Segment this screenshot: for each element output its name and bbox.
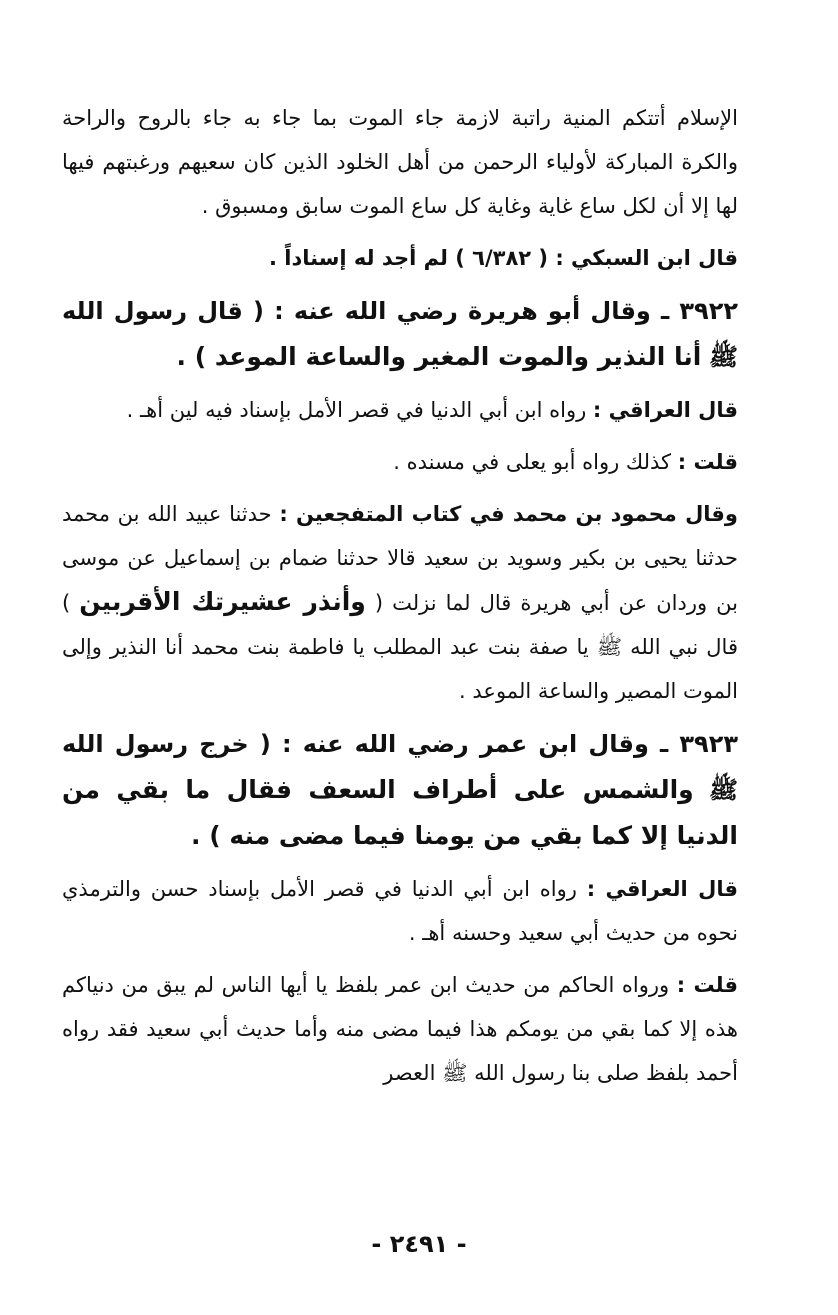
mahmoud-text-2: ) قال نبي الله ﷺ يا صفة بنت عبد المطلب يا فاطمة بنت محمد أنا النذير وإلى الموت المصير والساعة الموعد . xyxy=(62,591,738,703)
paragraph-iraqi-2 xyxy=(62,867,738,955)
iraqi-text-2: رواه ابن أبي الدنيا في قصر الأمل بإسناد حسن والترمذي نحوه من حديث أبي سعيد وحسنه أهـ . xyxy=(62,877,738,945)
hadith-3922-lead: ٣٩٢٢ ـ وقال أبو هريرة رضي الله عنه : ( قال رسول الله ﷺ xyxy=(62,297,738,371)
iraqi-text-1: رواه ابن أبي الدنيا في قصر الأمل بإسناد فيه لين أهـ . xyxy=(126,398,587,422)
page-number: - ٢٤٩١ - xyxy=(371,1230,467,1258)
hadith-3923-lead: ٣٩٢٣ ـ وقال ابن عمر رضي الله عنه : ( خرج رسول الله ﷺ xyxy=(62,730,738,804)
qult-label-1: قلت : xyxy=(677,450,738,474)
iraqi-label-1: قال العراقي : xyxy=(592,398,738,422)
iraqi-label-2: قال العراقي : xyxy=(586,877,738,901)
paragraph-intro: الإسلام أتتكم المنية راتبة لازمة جاء الموت بما جاء به جاء بالروح والراحة والكرة المباركة لأولياء الرحمن من أهل الخلود الذين كان سعيهم ورغبتهم فيها لها إلا أن لكل ساع غاية وغاية كل ساع الموت سابق ومسبوق . xyxy=(62,106,738,218)
hadith-3922 xyxy=(62,288,738,380)
paragraph-qult-1 xyxy=(62,440,738,484)
hadith-3923 xyxy=(62,721,738,859)
qult-text-1: كذلك رواه أبو يعلى في مسنده . xyxy=(393,450,672,474)
hadith-3922-text: أنا النذير والموت المغير والساعة الموعد ) . xyxy=(176,342,702,371)
paragraph-qult-2 xyxy=(62,963,738,1095)
mahmoud-label: وقال محمود بن محمد في كتاب المتفجعين : xyxy=(279,502,738,526)
paragraph-mahmoud xyxy=(62,492,738,713)
paragraph-subki xyxy=(62,236,738,280)
quran-quote: وأنذر عشيرتك الأقربين xyxy=(79,587,366,616)
page-body xyxy=(62,96,738,1095)
mahmoud-text-1: حدثنا عبيد الله بن محمد حدثنا يحيى بن بكير وسويد بن سعيد قالا حدثنا ضمام بن إسماعيل عن موسى بن وردان عن أبي هريرة قال لما نزلت ( xyxy=(62,502,738,615)
hadith-3923-text: والشمس على أطراف السعف فقال ما بقي من الدنيا إلا كما بقي من يومنا فيما مضى منه ) . xyxy=(62,775,738,850)
subki-citation: قال ابن السبكي : ( ٦/٣٨٢ ) لم أجد له إسناداً . xyxy=(269,246,738,270)
qult-text-2: ورواه الحاكم من حديث ابن عمر بلفظ يا أيها الناس لم يبق من دنياكم هذه إلا كما بقي من يومكم هذا فيما مضى منه وأما حديث أبي سعيد فقد رواه أحمد بلفظ صلى بنا رسول الله ﷺ العصر xyxy=(62,973,738,1085)
paragraph-iraqi-1 xyxy=(62,388,738,432)
qult-label-2: قلت : xyxy=(676,973,738,997)
